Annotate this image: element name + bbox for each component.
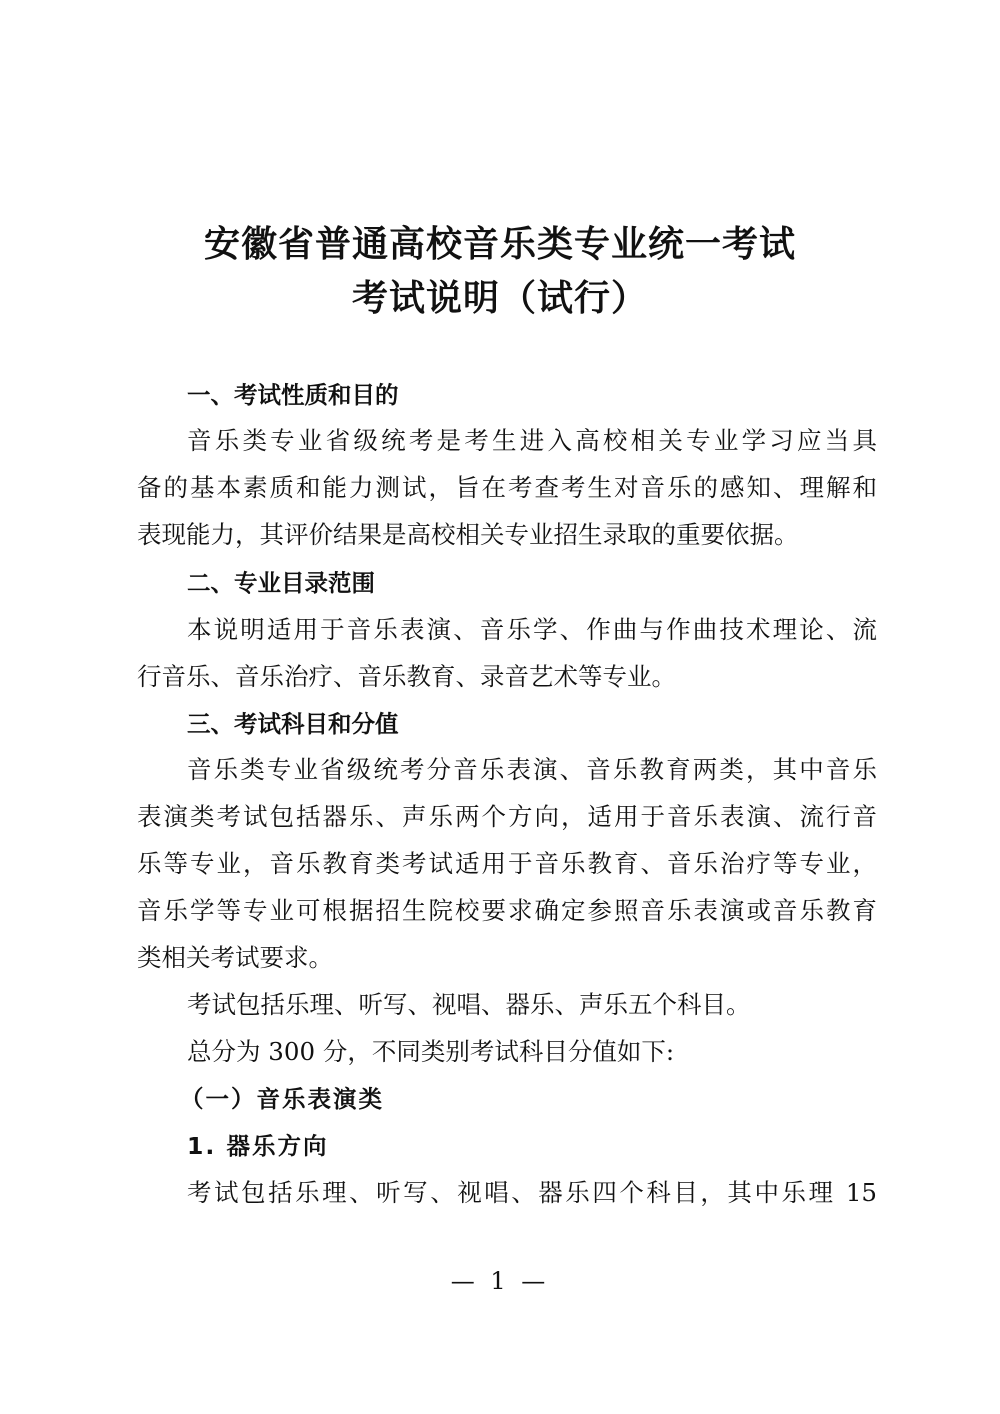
document-title-line-1: 安徽省普通高校音乐类专业统一考试	[203, 224, 796, 265]
section-3-para-3: 总分为 300 分，不同类别考试科目分值如下:	[187, 1037, 675, 1066]
section-1-line-1: 音乐类专业省级统考是考生进入高校相关专业学习应当具	[187, 426, 877, 455]
section-3-para-1-line-3: 乐等专业，音乐教育类考试适用于音乐教育、音乐治疗等专业，	[137, 849, 877, 878]
section-1-heading: 一、考试性质和目的	[187, 381, 399, 409]
subsection-1-1-heading: 1. 器乐方向	[187, 1132, 329, 1160]
section-3-para-1-line-4: 音乐学等专业可根据招生院校要求确定参照音乐表演或音乐教育	[137, 896, 877, 925]
subsection-1-heading: （一）音乐表演类	[180, 1085, 384, 1113]
section-3-para-2: 考试包括乐理、听写、视唱、器乐、声乐五个科目。	[187, 990, 751, 1019]
section-3-heading: 三、考试科目和分值	[187, 710, 399, 738]
section-2-heading: 二、专业目录范围	[187, 569, 375, 597]
section-2-line-2: 行音乐、音乐治疗、音乐教育、录音艺术等专业。	[137, 662, 676, 691]
section-2-line-1: 本说明适用于音乐表演、音乐学、作曲与作曲技术理论、流	[187, 615, 877, 644]
section-1-line-3: 表现能力，其评价结果是高校相关专业招生录取的重要依据。	[137, 520, 799, 549]
section-1-line-2: 备的基本素质和能力测试，旨在考查考生对音乐的感知、理解和	[137, 473, 877, 502]
page-number: — 1 —	[450, 1267, 550, 1295]
section-3-para-1-line-1: 音乐类专业省级统考分音乐表演、音乐教育两类，其中音乐	[187, 755, 877, 784]
document-title-line-2: 考试说明（试行）	[351, 278, 648, 319]
subsection-1-1-line-1: 考试包括乐理、听写、视唱、器乐四个科目，其中乐理 15	[187, 1178, 877, 1207]
section-3-para-1-line-5: 类相关考试要求。	[137, 943, 333, 972]
section-3-para-1-line-2: 表演类考试包括器乐、声乐两个方向，适用于音乐表演、流行音	[137, 802, 877, 831]
